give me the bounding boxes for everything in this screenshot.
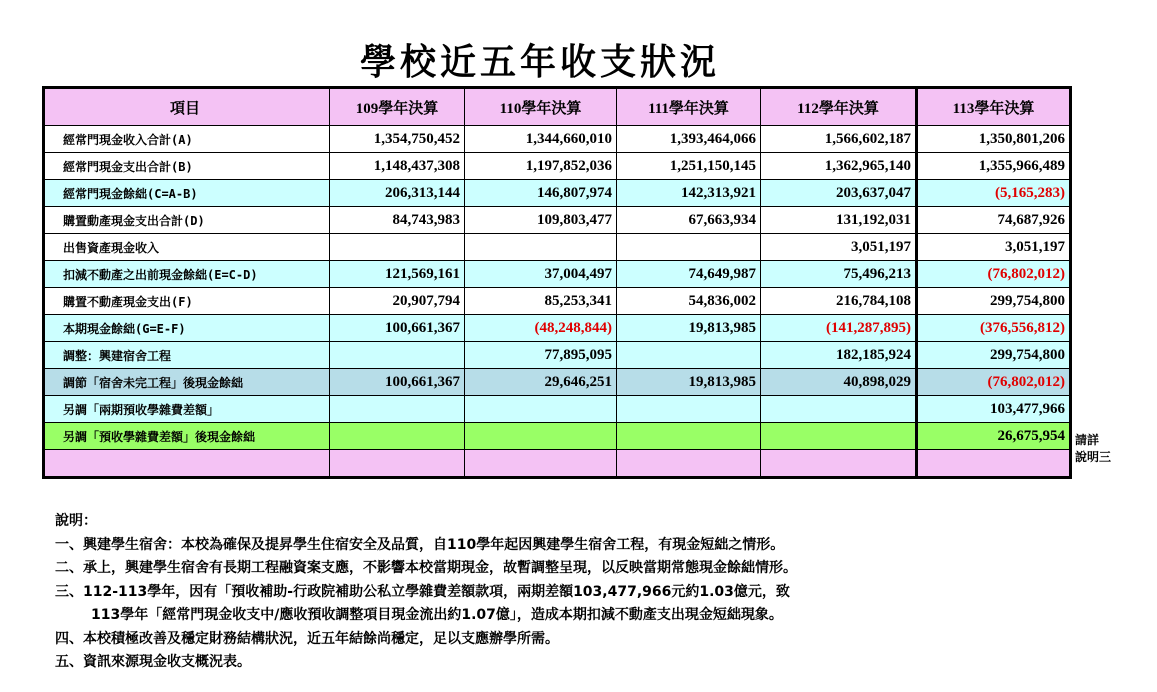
table-row [44,423,1071,450]
value-cell: 1,362,965,140 [761,153,917,180]
table-row [44,261,1071,288]
header-item: 項目 [44,88,330,126]
value-cell: 121,569,161 [330,261,465,288]
table-body [44,88,1071,478]
notes-section [55,510,797,675]
row-label: 調整：興建宿舍工程 [44,342,330,369]
row-label: 經常門現金收入合計(A) [44,126,330,153]
value-cell: 3,051,197 [761,234,917,261]
value-cell: 19,813,985 [617,315,761,342]
page-title: 學校近五年收支狀況 [359,41,720,83]
table-row [44,180,1071,207]
row-label: 購置動產現金支出合計(D) [44,207,330,234]
value-cell [465,234,617,261]
value-cell: 1,251,150,145 [617,153,761,180]
value-cell: 26,675,954 [917,423,1071,450]
table-row [44,234,1071,261]
financial-table [42,86,1072,479]
value-cell [761,396,917,423]
value-cell: 54,836,002 [617,288,761,315]
value-cell: 37,004,497 [465,261,617,288]
header-year-113: 113學年決算 [917,88,1071,126]
value-cell [617,450,761,478]
value-cell: 182,185,924 [761,342,917,369]
row-label: 購置不動產現金支出(F) [44,288,330,315]
table-row [44,207,1071,234]
row-label: 本期現金餘絀(G=E-F) [44,315,330,342]
value-cell [617,234,761,261]
value-cell: 131,192,031 [761,207,917,234]
table-header-row [44,88,1071,126]
value-cell: (5,165,283) [917,180,1071,207]
table-row [44,450,1071,478]
value-cell: (76,802,012) [917,261,1071,288]
value-cell: 146,807,974 [465,180,617,207]
row-label: 出售資產現金收入 [44,234,330,261]
value-cell [761,450,917,478]
table-row [44,369,1071,396]
note-line-3: 三、112-113學年，因有「預收補助-行政院補助公私立學雜費差額款項，兩期差額103,477,966元約1.03億元，致 [55,583,790,600]
header-year-112: 112學年決算 [761,88,917,126]
value-cell: 299,754,800 [917,342,1071,369]
value-cell: 216,784,108 [761,288,917,315]
value-cell: 109,803,477 [465,207,617,234]
note-line-1: 一、興建學生宿舍：本校為確保及提昇學生住宿安全及品質，自110學年起因興建學生宿舍工程，有現金短絀之情形。 [55,536,785,553]
value-cell [917,450,1071,478]
note-line-5: 五、資訊來源現金收支概況表。 [55,654,251,670]
note-line-2: 二、承上，興建學生宿舍有長期工程融資案支應，不影響本校當期現金，故暫調整呈現，以反映當期常態現金餘絀情形。 [55,560,797,576]
value-cell [617,342,761,369]
value-cell: 1,148,437,308 [330,153,465,180]
header-year-111: 111學年決算 [617,88,761,126]
value-cell: 1,344,660,010 [465,126,617,153]
row-label: 經常門現金支出合計(B) [44,153,330,180]
value-cell [465,423,617,450]
value-cell: (376,556,812) [917,315,1071,342]
table-row [44,396,1071,423]
value-cell: 75,496,213 [761,261,917,288]
value-cell [330,342,465,369]
value-cell [761,423,917,450]
value-cell: 19,813,985 [617,369,761,396]
value-cell: 3,051,197 [917,234,1071,261]
row-label: 扣減不動產之出前現金餘絀(E=C-D) [44,261,330,288]
value-cell: 67,663,934 [617,207,761,234]
row-label: 另調「兩期預收學雜費差額」 [44,396,330,423]
value-cell: 100,661,367 [330,369,465,396]
value-cell: 1,350,801,206 [917,126,1071,153]
notes-heading: 說明： [55,513,97,529]
value-cell: 20,907,794 [330,288,465,315]
value-cell [330,234,465,261]
value-cell: 1,197,852,036 [465,153,617,180]
table-row [44,342,1071,369]
value-cell: 74,649,987 [617,261,761,288]
value-cell: 1,566,602,187 [761,126,917,153]
value-cell: 100,661,367 [330,315,465,342]
value-cell: 1,355,966,489 [917,153,1071,180]
note-line-3-cont: 113學年「經常門現金收支中/應收預收調整項目現金流出約1.07億」，造成本期扣減不動產支出現金短絀現象。 [91,607,783,623]
value-cell: 85,253,341 [465,288,617,315]
row-label: 調節「宿舍未完工程」後現金餘絀 [44,369,330,396]
table-row [44,315,1071,342]
header-year-109: 109學年決算 [330,88,465,126]
value-cell: 203,637,047 [761,180,917,207]
value-cell [330,450,465,478]
value-cell: 1,354,750,452 [330,126,465,153]
table-row [44,288,1071,315]
row-label [44,450,330,478]
value-cell: 142,313,921 [617,180,761,207]
note-line-4: 四、本校積極改善及穩定財務結構狀況，近五年結餘尚穩定，足以支應辦學所需。 [55,630,559,647]
value-cell: 74,687,926 [917,207,1071,234]
value-cell [330,396,465,423]
side-note-line: 說明三 [1075,450,1112,464]
value-cell: 103,477,966 [917,396,1071,423]
value-cell: 1,393,464,066 [617,126,761,153]
table-row [44,153,1071,180]
value-cell: 299,754,800 [917,288,1071,315]
side-note [1075,432,1111,466]
value-cell [465,396,617,423]
value-cell: 29,646,251 [465,369,617,396]
value-cell: (141,287,895) [761,315,917,342]
value-cell [617,423,761,450]
value-cell: 40,898,029 [761,369,917,396]
value-cell [617,396,761,423]
table-row [44,126,1071,153]
value-cell: (48,248,844) [465,315,617,342]
row-label: 另調「預收學雜費差額」後現金餘絀 [44,423,330,450]
value-cell: 206,313,144 [330,180,465,207]
value-cell: 77,895,095 [465,342,617,369]
value-cell: 84,743,983 [330,207,465,234]
header-year-110: 110學年決算 [465,88,617,126]
value-cell [330,423,465,450]
side-note-line: 請詳 [1075,433,1100,447]
row-label: 經常門現金餘絀(C=A-B) [44,180,330,207]
value-cell [465,450,617,478]
value-cell: (76,802,012) [917,369,1071,396]
